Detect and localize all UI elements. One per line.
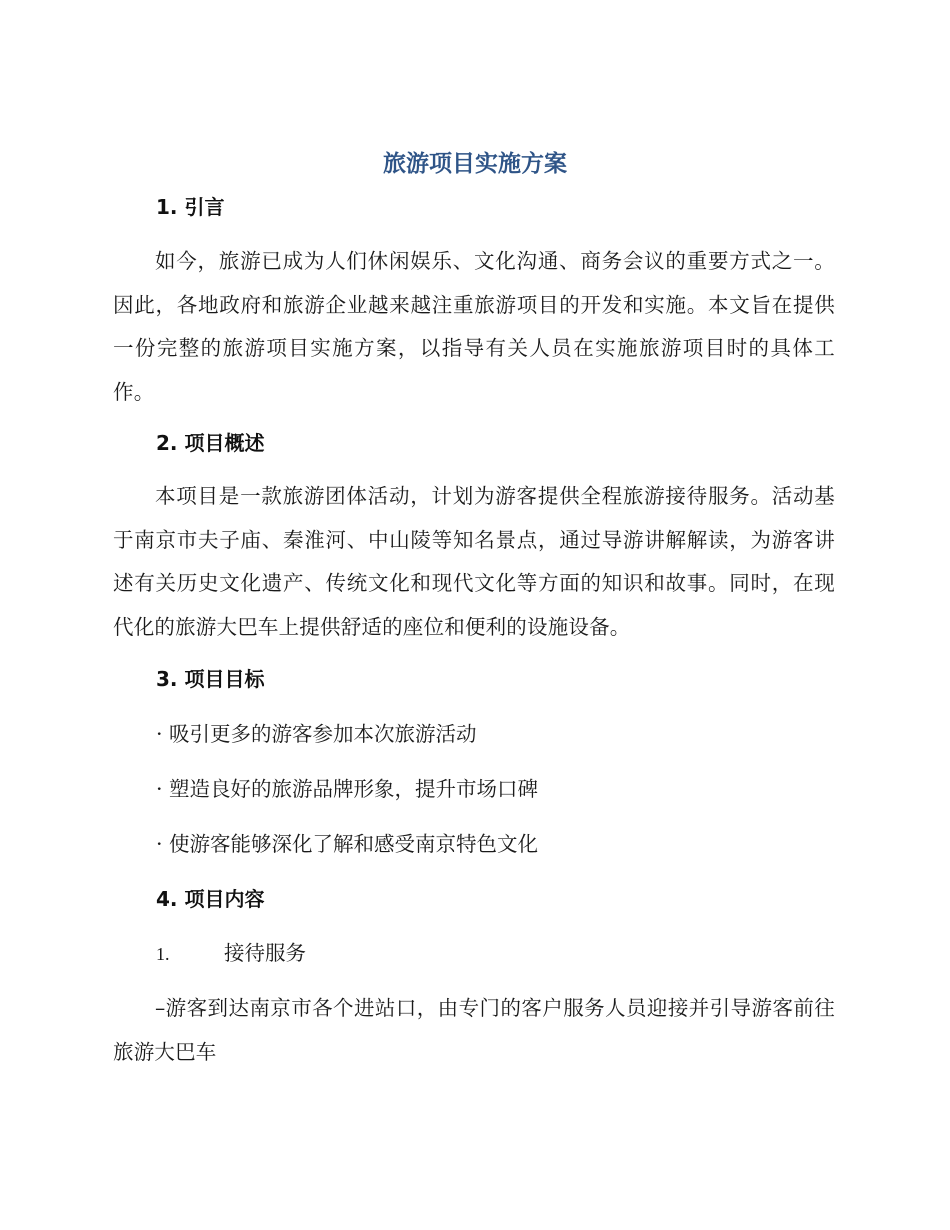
section-heading-content: 4. 项目内容: [156, 887, 265, 911]
section-heading-intro: 1. 引言: [156, 195, 225, 219]
numbered-item-reception: [156, 938, 306, 969]
numbered-item-number: 1.: [156, 944, 170, 964]
section-heading-overview: 2. 项目概述: [156, 431, 265, 455]
document-title: 旅游项目实施方案: [383, 151, 567, 177]
numbered-item-label: 接待服务: [224, 941, 306, 965]
goal-bullet-1: · 吸引更多的游客参加本次旅游活动: [156, 722, 477, 746]
goal-bullet-2: · 塑造良好的旅游品牌形象，提升市场口碑: [156, 777, 539, 801]
section-heading-goals: 3. 项目目标: [156, 667, 265, 691]
section-paragraph-overview: 本项目是一款旅游团体活动，计划为游客提供全程旅游接待服务。活动基于南京市夫子庙、秦淮河、中山陵等知名景点，通过导游讲解解读，为游客讲述有关历史文化遗产、传统文化和现代文化等方面的知识和故事。同时，在现代化的旅游大巴车上提供舒适的座位和便利的设施设备。: [113, 484, 835, 639]
section-paragraph-content: –游客到达南京市各个进站口，由专门的客户服务人员迎接并引导游客前往旅游大巴车: [113, 996, 835, 1064]
goal-bullet-3: · 使游客能够深化了解和感受南京特色文化: [156, 832, 539, 856]
section-paragraph-intro: 如今，旅游已成为人们休闲娱乐、文化沟通、商务会议的重要方式之一。因此，各地政府和旅游企业越来越注重旅游项目的开发和实施。本文旨在提供一份完整的旅游项目实施方案，以指导有关人员在实施旅游项目时的具体工作。: [113, 249, 835, 404]
